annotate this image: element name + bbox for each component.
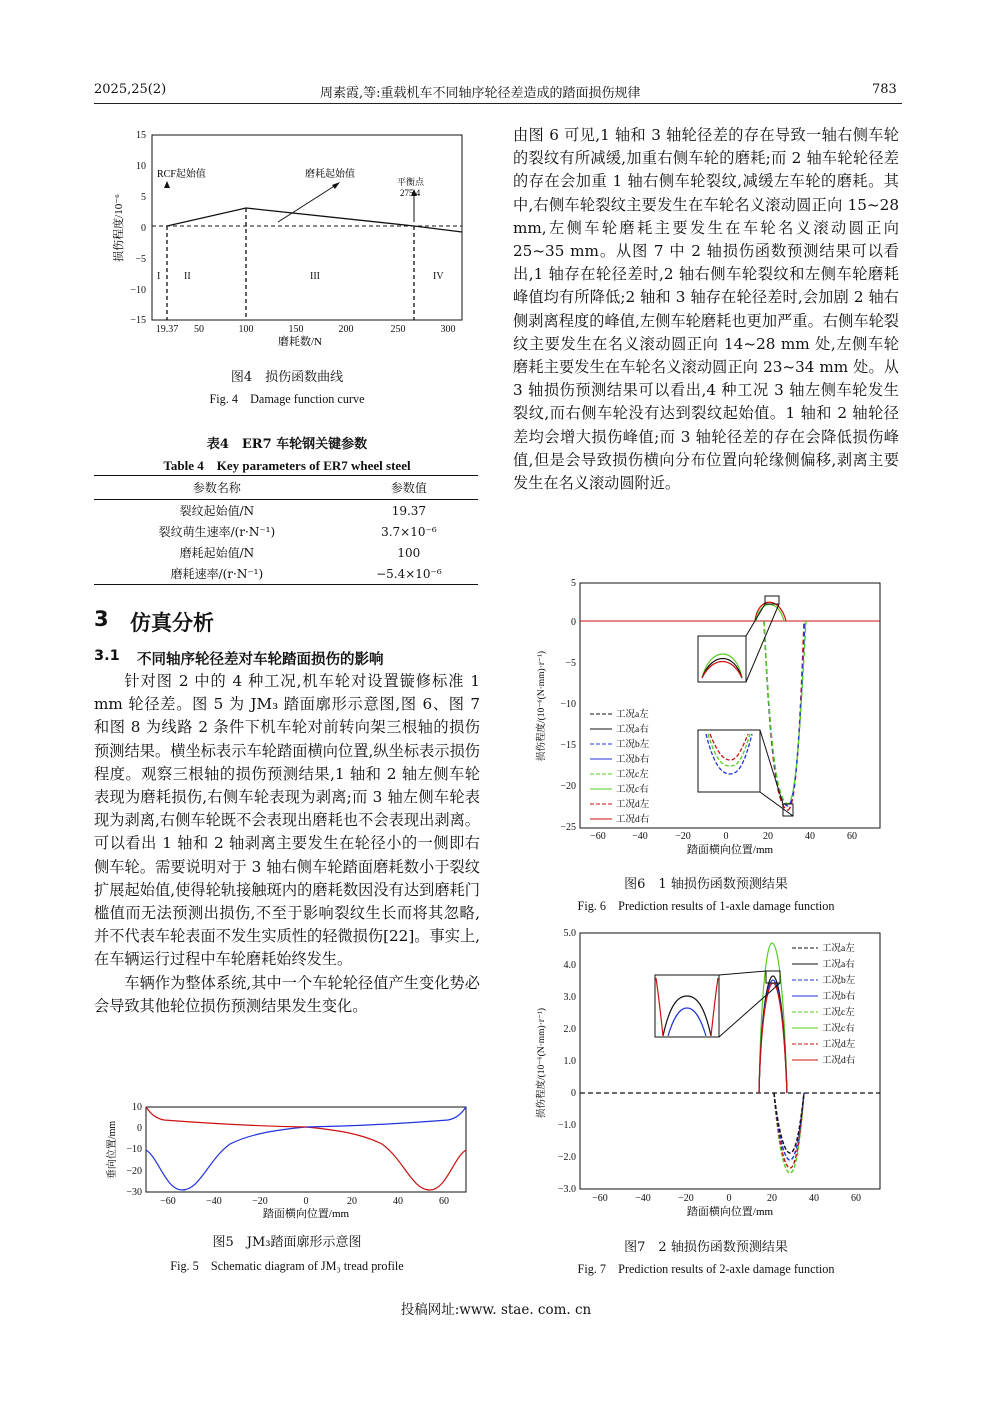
- fig7-ytick: 0: [571, 1088, 576, 1099]
- fig5-caption-cn: 图5 JM₃踏面廓形示意图: [212, 1235, 362, 1250]
- fig6-ytick: −20: [560, 781, 576, 792]
- fig7-legend-label: 工况b右: [822, 992, 856, 1002]
- fig4-annotation-balance-value: 275.4: [400, 188, 421, 198]
- fig7-ytick: 2.0: [563, 1024, 576, 1035]
- fig6-axle1-damage-chart: [530, 578, 885, 860]
- fig7-legend-label: 工况c右: [822, 1024, 855, 1034]
- fig4-annotation-balance: 平衡点: [397, 177, 425, 187]
- table-cell: −5.4×10⁻⁶: [340, 563, 478, 585]
- fig7-ylabel: 损伤程度/(10⁻⁶(N·mm)·r⁻¹): [537, 1007, 547, 1119]
- fig7-axle2-damage-chart: [530, 928, 885, 1220]
- fig7-ytick: −2.0: [557, 1152, 576, 1163]
- left-body-text: [94, 670, 480, 1018]
- fig5-ytick: −10: [126, 1144, 142, 1155]
- fig4-xtick: 100: [238, 324, 254, 335]
- fig4-xtick: 250: [390, 324, 406, 335]
- fig4-xtick: 300: [440, 324, 456, 335]
- table-cell: 3.7×10⁻⁶: [381, 524, 437, 539]
- fig6-ytick: −5: [565, 658, 576, 669]
- table4-title-en: Table 4 Key parameters of ER7 wheel steel: [163, 458, 411, 473]
- table4: [94, 475, 478, 585]
- fig6-xtick: −60: [590, 831, 606, 842]
- fig7-ytick: 3.0: [563, 992, 576, 1003]
- fig6-ytick: 0: [571, 617, 576, 628]
- fig6-xtick: 0: [723, 831, 729, 842]
- fig7-legend-label: 工况a右: [822, 960, 855, 970]
- fig6-legend-label: 工况b左: [616, 740, 650, 750]
- fig7-legend-label: 工况c左: [822, 1008, 855, 1018]
- fig5-xtick: −40: [206, 1196, 222, 1207]
- fig5-xtick: −20: [252, 1196, 268, 1207]
- fig6-caption-cn: 图6 1 轴损伤函数预测结果: [624, 877, 788, 892]
- fig7-xtick: 60: [851, 1193, 861, 1204]
- fig7-xtick: −20: [678, 1193, 694, 1204]
- fig6-legend: [590, 708, 650, 825]
- table-header-cell: 参数值: [340, 476, 478, 500]
- fig7-ytick: 1.0: [563, 1056, 576, 1067]
- fig4-ytick: −10: [130, 285, 146, 296]
- paragraph: 由图 6 可见,1 轴和 3 轴轮径差的存在导致一轴右侧车轮的裂纹有所减缓,加重右侧车轮的磨耗;而 2 轴车轮轮径差的存在会加重 1 轴右侧车轮裂纹,减缓左车轮的磨耗。其中,右侧车轮裂纹主要发生在车轮名义滚动圆正向 15~28 mm,左侧车轮磨耗主要发生在车轮名义滚动圆正向 25~35 mm。从图 7 中 2 轴损伤函数预测结果可以看出,1 轴存在轮径差时,2 轴右侧车轮裂纹和左侧车轮磨耗峰值均有所降低;2 轴和 3 轴存在轮径差时,会加剧 2 轴右侧剥离程度的峰值,左侧车轮磨耗也更加严重。右侧车轮裂纹主要发生在名义滚动圆正向 14~28 mm 处,左侧车轮磨耗主要发生在车轮名义滚动圆正向 23~34 mm 处。从 3 轴损伤预测结果可以看出,4 种工况 3 轴左侧车轮发生裂纹,而右侧车轮没有达到裂纹起始值。1 轴和 2 轴轮径差均会增大损伤峰值;而 3 轴轮径差的存在会降低损伤峰值,但是会导致损伤横向分布位置向轮缘侧偏移,剥离主要发生在名义滚动圆附近。: [513, 126, 899, 493]
- fig5-tread-profile-chart: [100, 1102, 475, 1222]
- fig6-caption-en: Fig. 6 Prediction results of 1-axle damage function: [577, 899, 835, 913]
- fig7-ytick: −1.0: [557, 1120, 576, 1131]
- fig6-legend-label: 工况c右: [616, 785, 649, 795]
- fig5-xtick: 0: [303, 1196, 309, 1207]
- table-row: [94, 542, 478, 563]
- fig6-xtick: −20: [675, 831, 691, 842]
- fig4-damage-function-chart: [100, 125, 475, 355]
- fig7-legend-label: 工况d右: [822, 1056, 856, 1066]
- fig6-ylabel: 损伤程度/(10⁻⁶(N·mm)·r⁻¹): [537, 650, 547, 762]
- table-cell: 裂纹起始值/N: [179, 504, 255, 518]
- fig5-ytick: 0: [137, 1123, 142, 1134]
- fig6-ytick: 5: [571, 578, 576, 589]
- subsection-number: 3.1: [94, 648, 120, 664]
- fig4-annotation-wear: 磨耗起始值: [305, 169, 355, 180]
- fig7-caption-en: Fig. 7 Prediction results of 2-axle damage function: [577, 1262, 835, 1276]
- fig5-left-wheel-profile: [146, 1127, 306, 1190]
- fig4-region-label: II: [184, 271, 191, 282]
- fig7-xtick: −40: [635, 1193, 651, 1204]
- fig4-xtick: 50: [194, 324, 204, 335]
- fig5-ytick: 10: [132, 1102, 142, 1113]
- table-header-cell: 参数名称: [94, 476, 340, 500]
- fig7-caption-cn: 图7 2 轴损伤函数预测结果: [624, 1240, 788, 1255]
- section-title: 仿真分析: [130, 611, 214, 635]
- fig7-xtick: 20: [767, 1193, 777, 1204]
- header-issue: 2025,25(2): [94, 82, 167, 97]
- fig7-xtick: 40: [809, 1193, 819, 1204]
- fig6-ytick: −25: [560, 822, 576, 833]
- fig6-xtick: −40: [632, 831, 648, 842]
- fig4-damage-curve: [167, 208, 462, 232]
- table-row: [94, 521, 478, 542]
- fig6-legend-label: 工况a左: [616, 710, 649, 720]
- fig6-ytick: −10: [560, 699, 576, 710]
- section-number: 3: [94, 607, 109, 631]
- fig4-xtick: 19.37: [155, 324, 179, 335]
- fig7-legend-label: 工况b左: [822, 976, 856, 986]
- fig4-ytick: −15: [130, 315, 146, 326]
- table-header-row: [94, 476, 478, 500]
- fig7-xtick: −60: [592, 1193, 608, 1204]
- fig6-legend-label: 工况d左: [616, 800, 650, 810]
- fig5-caption-en: Fig. 5 Schematic diagram of JM₃ tread profile: [170, 1259, 404, 1273]
- fig5-ytick: −20: [126, 1166, 142, 1177]
- fig7-legend: [792, 942, 856, 1066]
- fig7-legend-label: 工况a左: [822, 944, 855, 954]
- fig4-region-label: I: [157, 271, 161, 282]
- fig5-xtick: −60: [160, 1196, 176, 1207]
- fig4-xlabel: 磨耗数/N: [278, 336, 322, 348]
- fig7-legend-label: 工况d左: [822, 1040, 856, 1050]
- fig4-xtick: 200: [338, 324, 354, 335]
- fig6-xtick: 40: [805, 831, 815, 842]
- paragraph: 车辆作为整体系统,其中一个车轮轮径值产生变化势必会导致其他轮位损伤预测结果发生变化。: [94, 973, 480, 1015]
- table4-title-cn: 表4 ER7 车轮钢关键参数: [206, 437, 368, 452]
- table-cell: 100: [397, 545, 421, 560]
- fig4-xtick: 150: [288, 324, 304, 335]
- fig4-ytick: 5: [141, 192, 146, 203]
- fig6-ytick: −15: [560, 740, 576, 751]
- header-title: 周素霞,等:重载机车不同轴序轮径差造成的踏面损伤规律: [320, 86, 641, 101]
- table-cell: 磨耗速率/(r·N⁻¹): [94, 563, 340, 585]
- header-rule: [94, 103, 902, 104]
- fig6-legend-label: 工况c左: [616, 770, 649, 780]
- paragraph: 针对图 2 中的 4 种工况,机车轮对设置镟修标准 1 mm 轮径差。图 5 为 JM₃ 踏面廓形示意图,图 6、图 7 和图 8 为线路 2 条件下机车轮对前转向架三根轴的损伤预测结果。横坐标表示车轮踏面横向位置,纵坐标表示损伤程度。观察三根轴的损伤预测结果,1 轴和 2 轴左侧车轮表现为磨耗损伤,右侧车轮表现为剥离;而 3 轴左侧车轮表现为剥离,右侧车轮既不会表现出磨耗也不会表现出剥离。可以看出 1 轴和 2 轴剥离主要发生在轮径小的一侧即右侧车轮。需要说明对于 3 轴右侧车轮踏面磨耗数小于裂纹扩展起始值,使得轮轨接触斑内的磨耗数因没有达到磨耗门槛值而无法预测出损伤,不至于影响裂纹生长而将其忽略,并不代表车轮表面不发生实质性的轻微损伤[22]。事实上,在车辆运行过程中车轮磨耗始终发生。: [94, 672, 480, 969]
- fig7-ytick: 5.0: [563, 928, 576, 939]
- fig7-ytick: −3.0: [557, 1184, 576, 1195]
- table-cell: 磨耗起始值/N: [179, 546, 255, 560]
- fig4-ytick: 15: [136, 130, 146, 141]
- fig6-xlabel: 踏面横向位置/mm: [686, 844, 774, 856]
- fig4-ylabel: 损伤程度/10⁻⁶: [113, 194, 125, 262]
- fig6-legend-label: 工况a右: [616, 725, 649, 735]
- right-body-text: [513, 124, 899, 495]
- table-row: [94, 563, 478, 585]
- fig5-xtick: 60: [439, 1196, 449, 1207]
- fig4-caption-cn: 图4 损伤函数曲线: [230, 370, 344, 385]
- fig7-xlabel: 踏面横向位置/mm: [686, 1206, 774, 1218]
- subsection-title: 不同轴序轮径差对车轮踏面损伤的影响: [137, 652, 384, 668]
- fig7-xtick: 0: [726, 1193, 732, 1204]
- footer-submission-url: 投稿网址:www. stae. com. cn: [400, 1302, 592, 1318]
- fig5-right-wheel-profile: [306, 1127, 466, 1190]
- fig4-ytick: −5: [135, 254, 146, 265]
- fig4-region-label: IV: [433, 271, 444, 282]
- fig5-ylabel: 垂向位置/mm: [107, 1120, 118, 1180]
- fig4-annotation-rcf: RCF起始值: [157, 169, 206, 180]
- fig4-ytick: 10: [136, 161, 146, 172]
- fig6-xtick: 60: [847, 831, 857, 842]
- fig7-ytick: 4.0: [563, 960, 576, 971]
- fig6-xtick: 20: [763, 831, 773, 842]
- table-cell: 19.37: [391, 503, 427, 518]
- fig4-region-label: III: [310, 271, 320, 282]
- table-cell: 裂纹萌生速率/(r·N⁻¹): [158, 525, 276, 539]
- fig4-ytick: 0: [141, 223, 146, 234]
- fig5-xlabel: 踏面横向位置/mm: [262, 1208, 350, 1220]
- fig6-legend-label: 工况d右: [616, 815, 650, 825]
- fig4-caption-en: Fig. 4 Damage function curve: [209, 392, 365, 406]
- fig5-xtick: 20: [347, 1196, 357, 1207]
- header-page-number: 783: [872, 82, 897, 97]
- table-row: [94, 500, 478, 522]
- fig6-legend-label: 工况b右: [616, 755, 650, 765]
- fig5-ytick: −30: [126, 1187, 142, 1198]
- fig5-xtick: 40: [393, 1196, 403, 1207]
